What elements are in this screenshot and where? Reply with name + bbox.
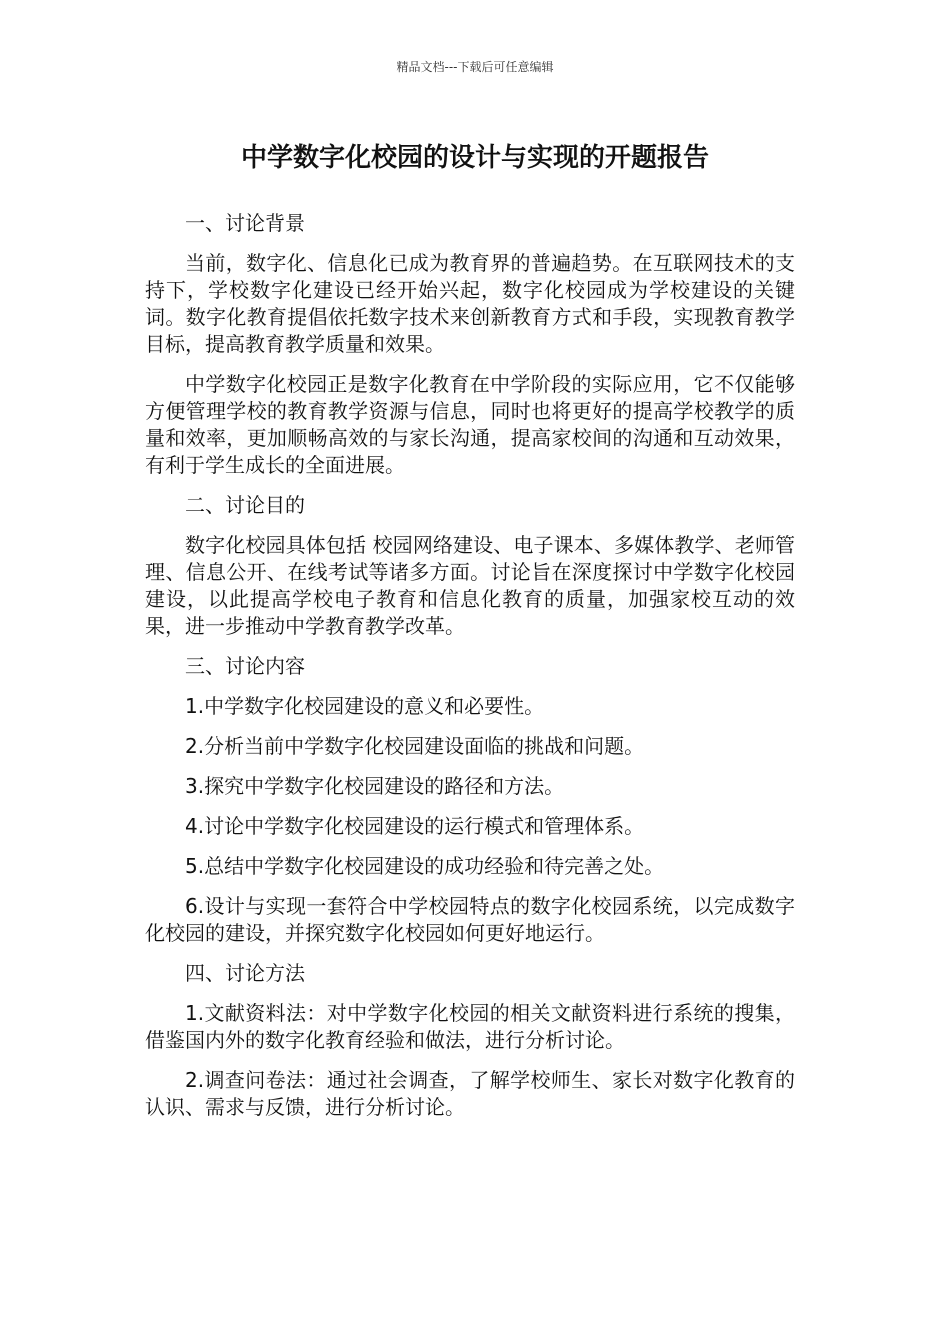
document-body	[145, 210, 795, 1134]
document-title: 中学数字化校园的设计与实现的开题报告	[240, 143, 709, 173]
list-item: 6.设计与实现一套符合中学校园特点的数字化校园系统，以完成数字化校园的建设，并探究数字化校园如何更好地运行。	[145, 894, 795, 945]
list-item: 1.文献资料法：对中学数字化校园的相关文献资料进行系统的搜集，借鉴国内外的数字化教育经验和做法，进行分析讨论。	[145, 1001, 795, 1052]
paragraph: 中学数字化校园正是数字化教育在中学阶段的实际应用，它不仅能够方便管理学校的教育教学资源与信息，同时也将更好的提高学校教学的质量和效率，更加顺畅高效的与家长沟通，提高家校间的沟通和互动效果，有利于学生成长的全面进展。	[145, 372, 795, 477]
list-item: 1.中学数字化校园建设的意义和必要性。	[185, 694, 545, 718]
list-item: 3.探究中学数字化校园建设的路径和方法。	[185, 774, 565, 798]
section-heading-background: 一、讨论背景	[185, 211, 305, 235]
section-heading-method: 四、讨论方法	[185, 961, 305, 985]
list-item: 2.调查问卷法：通过社会调查，了解学校师生、家长对数字化教育的认识、需求与反馈，进行分析讨论。	[145, 1068, 795, 1119]
section-heading-content: 三、讨论内容	[185, 654, 305, 678]
page-header-note: 精品文档---下载后可任意编辑	[396, 60, 554, 74]
paragraph: 数字化校园具体包括 校园网络建设、电子课本、多媒体教学、老师管理、信息公开、在线考试等诸多方面。讨论旨在深度探讨中学数字化校园建设，以此提高学校电子教育和信息化教育的质量，加强家校互动的效果，进一步推动中学教育教学改革。	[145, 533, 795, 638]
paragraph: 当前，数字化、信息化已成为教育界的普遍趋势。在互联网技术的支持下，学校数字化建设已经开始兴起，数字化校园成为学校建设的关键词。数字化教育提倡依托数字技术来创新教育方式和手段，实现教育教学目标，提高教育教学质量和效果。	[145, 251, 795, 356]
section-heading-purpose: 二、讨论目的	[185, 493, 305, 517]
list-item: 4.讨论中学数字化校园建设的运行模式和管理体系。	[185, 814, 645, 838]
list-item: 5.总结中学数字化校园建设的成功经验和待完善之处。	[185, 854, 665, 878]
list-item: 2.分析当前中学数字化校园建设面临的挑战和问题。	[185, 734, 645, 758]
